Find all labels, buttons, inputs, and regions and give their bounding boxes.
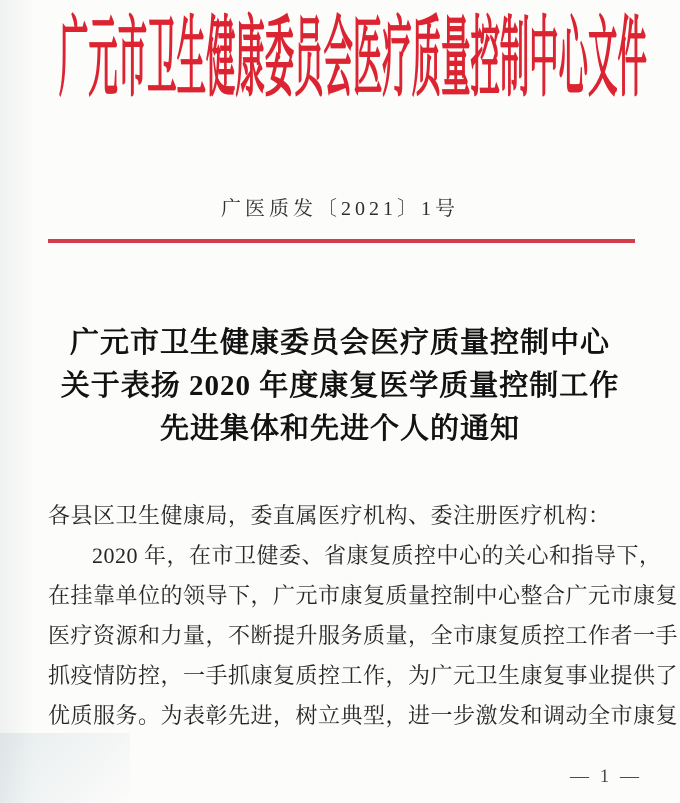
paragraph-line: 抓疫情防控，一手抓康复质控工作，为广元卫生康复事业提供了: [48, 663, 679, 688]
scan-shading-bottom-left: [0, 733, 130, 803]
salutation-line: 各县区卫生健康局，委直属医疗机构、委注册医疗机构：: [48, 503, 611, 528]
page-number: — 1 —: [570, 766, 642, 787]
document-body: [48, 496, 679, 736]
paragraph-line: 2020 年，在市卫健委、省康复质控中心的关心和指导下，: [92, 543, 662, 568]
document-title-line-1: 广元市卫生健康委员会医疗质量控制中心: [69, 327, 610, 359]
paragraph-line: 优质服务。为表彰先进，树立典型，进一步激发和调动全市康复: [48, 703, 679, 728]
document-title: [40, 322, 640, 451]
document-title-line-2: 关于表扬 2020 年度康复医学质量控制工作: [60, 370, 620, 402]
document-reference-number: 广医质发〔2021〕1号: [221, 198, 459, 220]
scan-shading-left: [0, 0, 34, 803]
paragraph-line: 在挂靠单位的领导下，广元市康复质量控制中心整合广元市康复: [48, 583, 679, 608]
red-header-banner: 广元市卫生健康委员会医疗质量控制中心文件: [59, 11, 647, 108]
paragraph-line: 医疗资源和力量，不断提升服务质量，全市康复质控工作者一手: [48, 623, 679, 648]
document-title-line-3: 先进集体和先进个人的通知: [159, 413, 520, 445]
red-divider-rule: [48, 239, 635, 243]
